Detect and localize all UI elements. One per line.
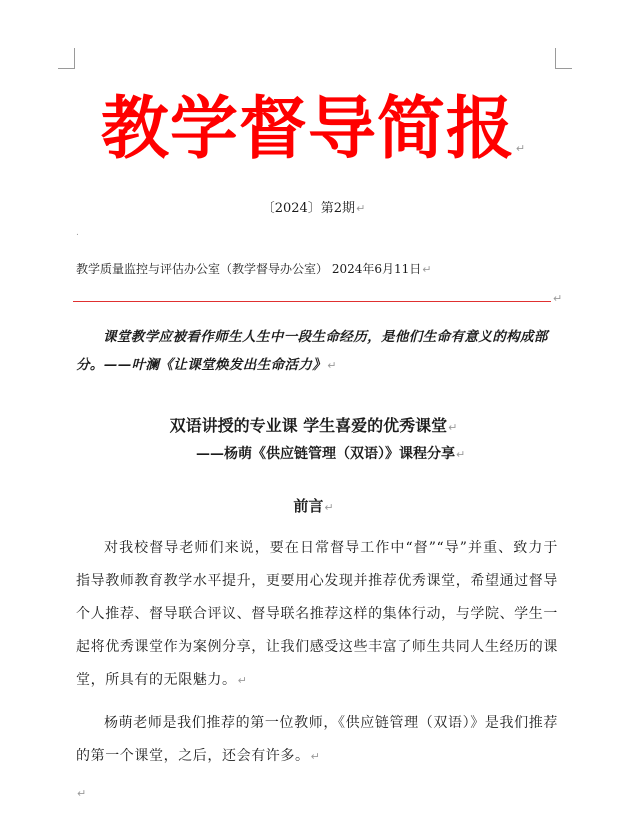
paragraph-mark: ↵ xyxy=(422,263,432,276)
crop-mark-top-right xyxy=(555,48,572,69)
office-date-line xyxy=(76,259,431,280)
issue-number xyxy=(0,199,627,219)
paragraph-mark: ↵ xyxy=(327,359,337,372)
article-title-text: 双语讲授的专业课 学生喜爱的优秀课堂 xyxy=(169,416,448,435)
paragraph-mark: ↵ xyxy=(515,142,527,155)
body-paragraph xyxy=(76,707,558,773)
crop-mark-top-left xyxy=(58,48,75,69)
body-paragraph-text: 对我校督导老师们来说，要在日常督导工作中“督”“导”并重、致力于指导教师教育教学水平提升，更要用心发现并推荐优秀课堂，希望通过督导个人推荐、督导联合评议、督导联名推荐这样的集体行动，与学院、学生一起将优秀课堂作为案例分享，让我们感受这些丰富了师生共同人生经历的课堂，所具有的无限魅力。 xyxy=(76,540,558,688)
paragraph-mark: ↵ xyxy=(448,421,458,434)
section-heading xyxy=(0,494,627,520)
article-title xyxy=(0,414,627,440)
body-paragraph-text: 杨萌老师是我们推荐的第一位教师，《供应链管理（双语）》是我们推荐的第一个课堂，之后，还会有许多。 xyxy=(76,715,558,764)
section-heading-text: 前言 xyxy=(293,497,324,515)
office-date-text: 教学质量监控与评估办公室（教学督导办公室） 2024年6月11日 xyxy=(76,262,422,276)
article-subtitle-text: ——杨萌《供应链管理（双语）》课程分享 xyxy=(196,446,455,462)
paragraph-mark: ↵ xyxy=(356,202,366,215)
paragraph-mark: ↵ xyxy=(553,292,563,305)
paragraph-mark: ↵ xyxy=(456,448,466,461)
issue-number-text: 〔2024〕第2期 xyxy=(261,201,356,216)
small-mark: . xyxy=(76,228,79,238)
paragraph-mark: ↵ xyxy=(237,674,248,687)
paragraph-mark: ↵ xyxy=(77,787,87,800)
body-paragraph xyxy=(76,532,558,697)
red-divider xyxy=(73,301,551,302)
bulletin-title xyxy=(0,82,627,197)
bulletin-title-text: 教学督导简报 xyxy=(100,90,515,169)
epigraph-quote xyxy=(76,323,558,380)
epigraph-quote-text: 课堂教学应被看作师生人生中一段生命经历，是他们生命有意义的构成部分。——叶澜《让课堂焕发出生命活力》 xyxy=(76,329,548,373)
article-subtitle xyxy=(196,443,465,466)
paragraph-mark: ↵ xyxy=(324,501,334,514)
paragraph-mark: ↵ xyxy=(310,750,321,763)
